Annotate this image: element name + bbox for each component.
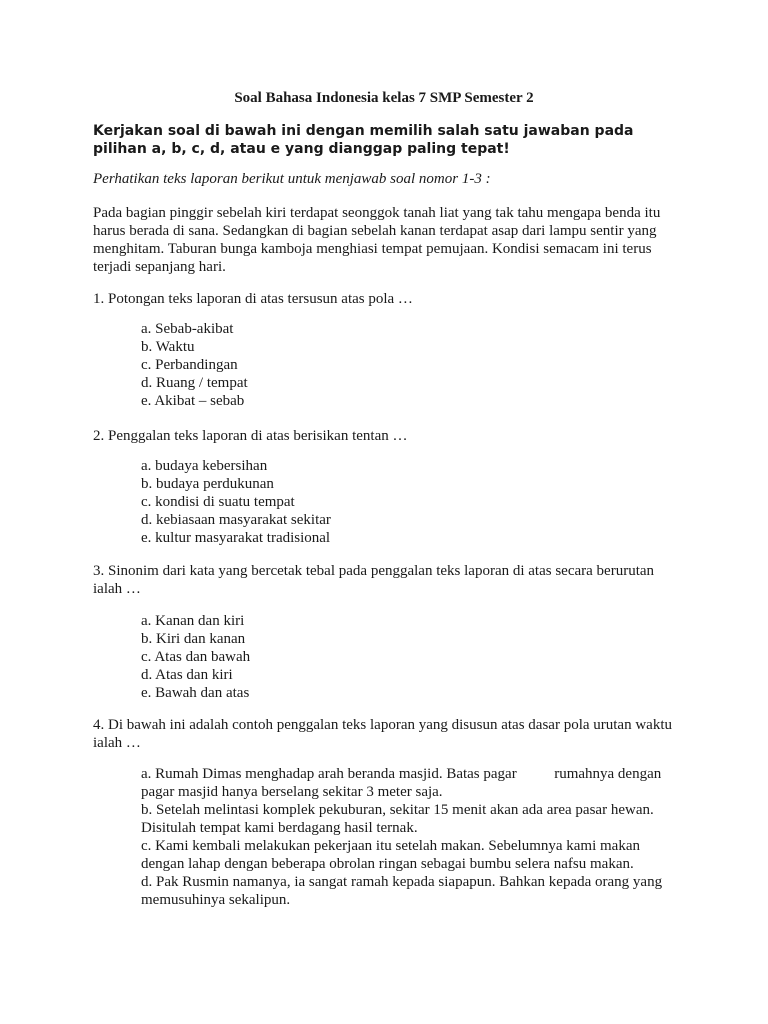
question-4-option-b: b. Setelah melintasi komplek pekuburan, sekitar 15 menit akan ada area pasar hewan. Disitulah tempat kami berdagang hasil ternak. [141,802,654,836]
question-4-options [141,765,686,909]
question-4-option-c: c. Kami kembali melakukan pekerjaan itu setelah makan. Sebelumnya kami makan dengan lahap dengan beberapa obrolan ringan sebagai bumbu selera nafsu makan. [141,838,640,872]
question-1-options [141,320,686,410]
question-1-option-d: d. Ruang / tempat [141,375,248,391]
question-2-option-c: c. kondisi di suatu tempat [141,494,295,510]
instruction-text: Kerjakan soal di bawah ini dengan memilih salah satu jawaban pada pilihan a, b, c, d, atau e yang dianggap paling tepat! [93,123,634,157]
question-3-option-e: e. Bawah dan atas [141,685,250,701]
question-3-option-a: a. Kanan dan kiri [141,613,245,629]
question-4: 4. Di bawah ini adalah contoh penggalan teks laporan yang disusun atas dasar pola urutan waktu ialah … [93,717,673,751]
question-3-option-d: d. Atas dan kiri [141,667,233,683]
question-1-option-c: c. Perbandingan [141,357,238,373]
question-1-option-e: e. Akibat – sebab [141,393,245,409]
question-2-option-e: e. kultur masyarakat tradisional [141,530,331,546]
question-2-option-b: b. budaya perdukunan [141,476,274,492]
question-3: 3. Sinonim dari kata yang bercetak tebal pada penggalan teks laporan di atas secara berurutan ialah … [93,563,655,597]
question-3-option-b: b. Kiri dan kanan [141,631,246,647]
question-1: 1. Potongan teks laporan di atas tersusun atas pola … [93,291,413,307]
question-2-option-d: d. kebiasaan masyarakat sekitar [141,512,331,528]
document-title: Soal Bahasa Indonesia kelas 7 SMP Semester 2 [234,90,534,106]
question-2: 2. Penggalan teks laporan di atas berisikan tentan … [93,428,408,444]
question-3-options [141,612,686,702]
question-1-option-a: a. Sebab-akibat [141,321,234,337]
report-passage: Pada bagian pinggir sebelah kiri terdapat seonggok tanah liat yang tak tahu mengapa benda itu harus berada di sana. Sedangkan di bagian sebelah kanan terdapat asap dari lampu sentir yang menghitam. Taburan bunga kamboja menghiasi tempat pemujaan. Kondisi semacam ini terus terjadi sepanjang hari. [93,205,661,275]
question-4-option-a: a. Rumah Dimas menghadap arah beranda masjid. Batas pagar rumahnya dengan pagar masjid hanya berselang sekitar 3 meter saja. [141,766,665,800]
question-4-option-d: d. Pak Rusmin namanya, ia sangat ramah kepada siapapun. Bahkan kepada orang yang memusuhinya sekalipun. [141,874,663,908]
question-3-option-c: c. Atas dan bawah [141,649,251,665]
question-1-option-b: b. Waktu [141,339,195,355]
passage-intro: Perhatikan teks laporan berikut untuk menjawab soal nomor 1-3 : [93,171,491,187]
question-2-option-a: a. budaya kebersihan [141,458,268,474]
question-2-options [141,457,686,547]
